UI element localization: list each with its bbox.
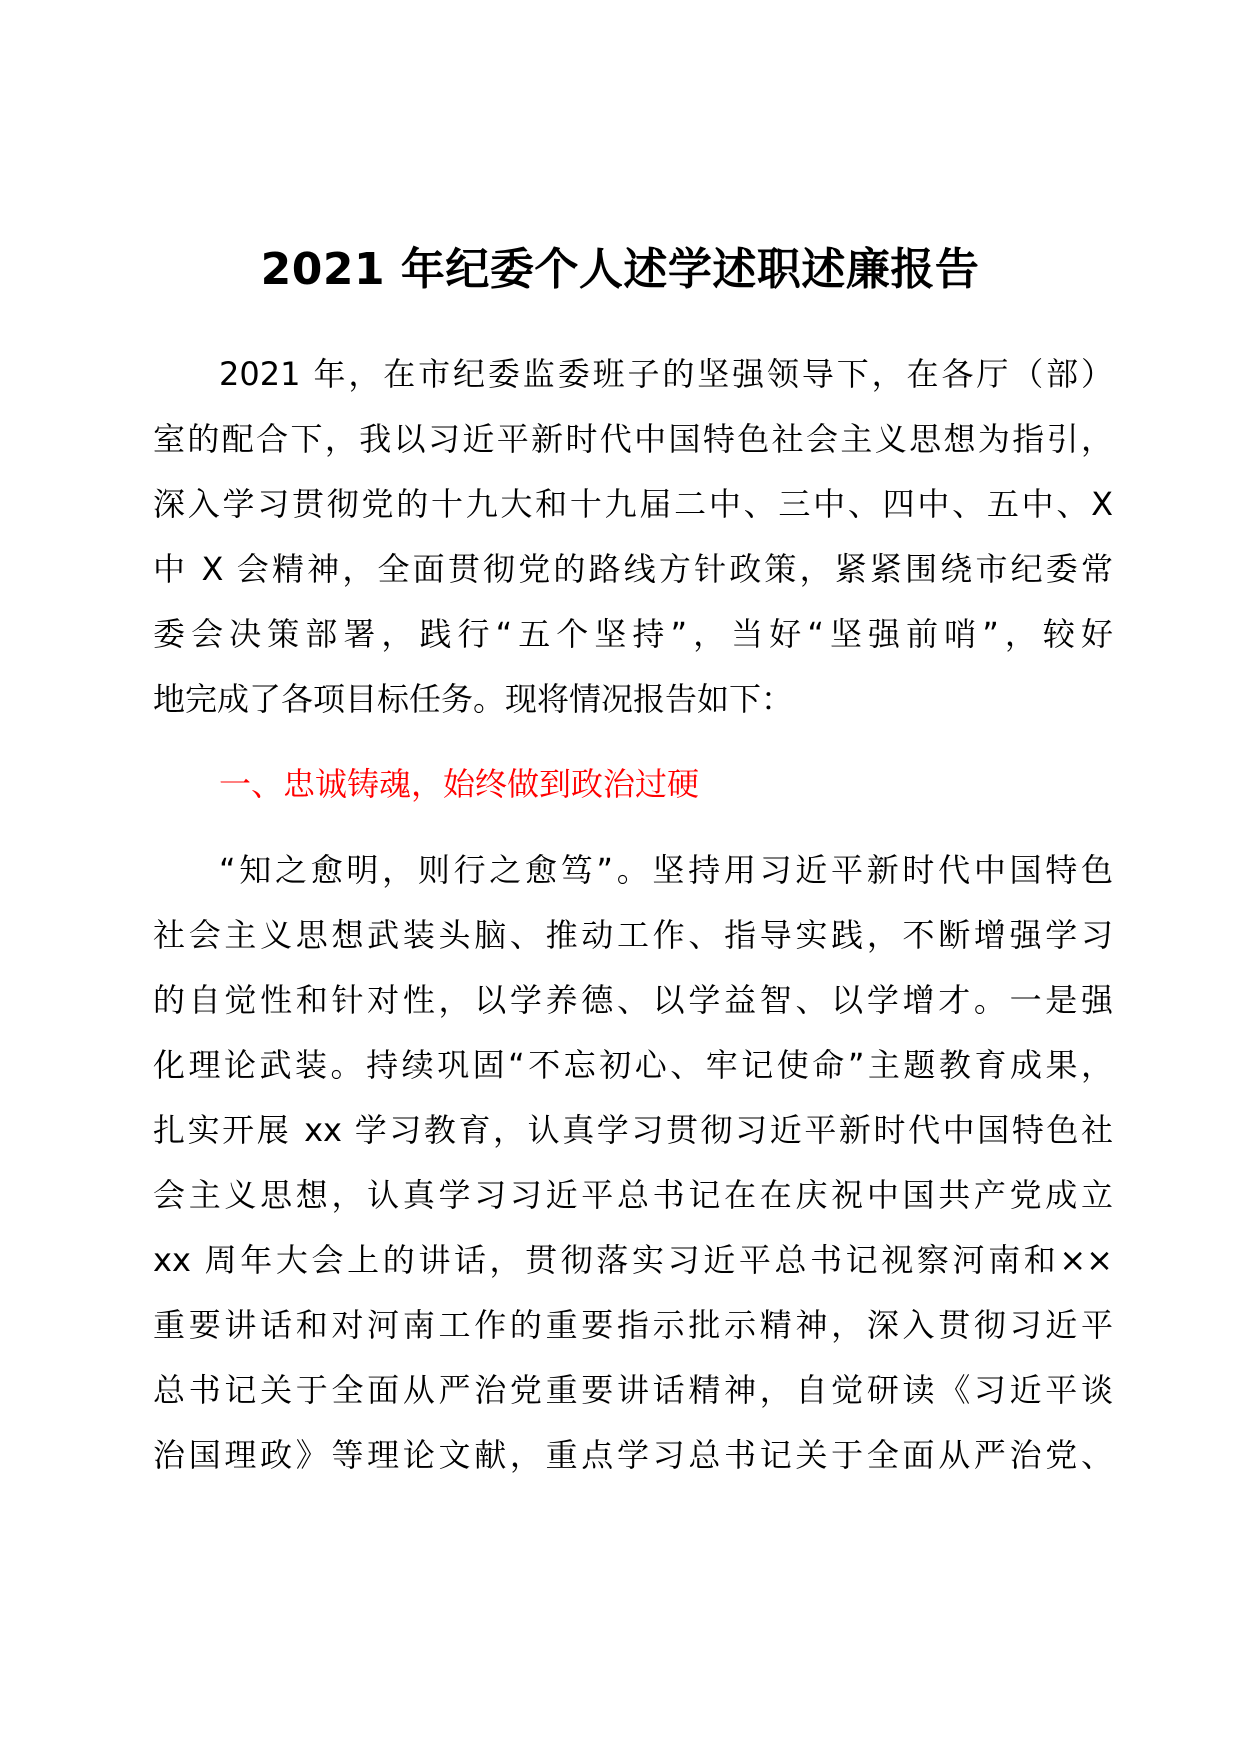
paragraph-line: 重要讲话和对河南工作的重要指示批示精神，深入贯彻习近平 <box>153 1306 1113 1344</box>
paragraph-line: 会主义思想，认真学习习近平总书记在在庆祝中国共产党成立 <box>153 1176 1113 1214</box>
paragraph-line: 深入学习贯彻党的十九大和十九届二中、三中、四中、五中、X <box>153 485 1113 523</box>
paragraph-section1 <box>153 838 1113 1488</box>
paragraph-line: 室的配合下，我以习近平新时代中国特色社会主义思想为指引， <box>153 420 1113 458</box>
section-heading: 一、忠诚铸魂，始终做到政治过硬 <box>219 765 700 803</box>
paragraph-line: 扎实开展 xx 学习教育，认真学习贯彻习近平新时代中国特色社 <box>153 1111 1113 1149</box>
paragraph-line: 的自觉性和针对性，以学养德、以学益智、以学增才。一是强 <box>153 981 1113 1019</box>
paragraph-line: 总书记关于全面从严治党重要讲话精神，自觉研读《习近平谈 <box>153 1371 1113 1409</box>
paragraph-line: 治国理政》等理论文献，重点学习总书记关于全面从严治党、 <box>153 1436 1113 1474</box>
paragraph-line: 社会主义思想武装头脑、推动工作、指导实践，不断增强学习 <box>153 916 1113 954</box>
paragraph-line: 地完成了各项目标任务。现将情况报告如下： <box>153 680 794 718</box>
paragraph-line: 化理论武装。持续巩固“不忘初心、牢记使命”主题教育成果， <box>153 1046 1113 1084</box>
paragraph-intro <box>153 342 1113 732</box>
paragraph-line: 中 X 会精神，全面贯彻党的路线方针政策，紧紧围绕市纪委常 <box>153 550 1113 588</box>
paragraph-line: 2021 年，在市纪委监委班子的坚强领导下，在各厅（部） <box>219 355 1113 393</box>
paragraph-line: xx 周年大会上的讲话，贯彻落实习近平总书记视察河南和×× <box>153 1241 1113 1279</box>
paragraph-line: “知之愈明，则行之愈笃”。坚持用习近平新时代中国特色 <box>219 851 1113 889</box>
paragraph-line: 委会决策部署，践行“五个坚持”，当好“坚强前哨”，较好 <box>153 615 1113 653</box>
document-title: 2021 年纪委个人述学述职述廉报告 <box>260 244 980 295</box>
